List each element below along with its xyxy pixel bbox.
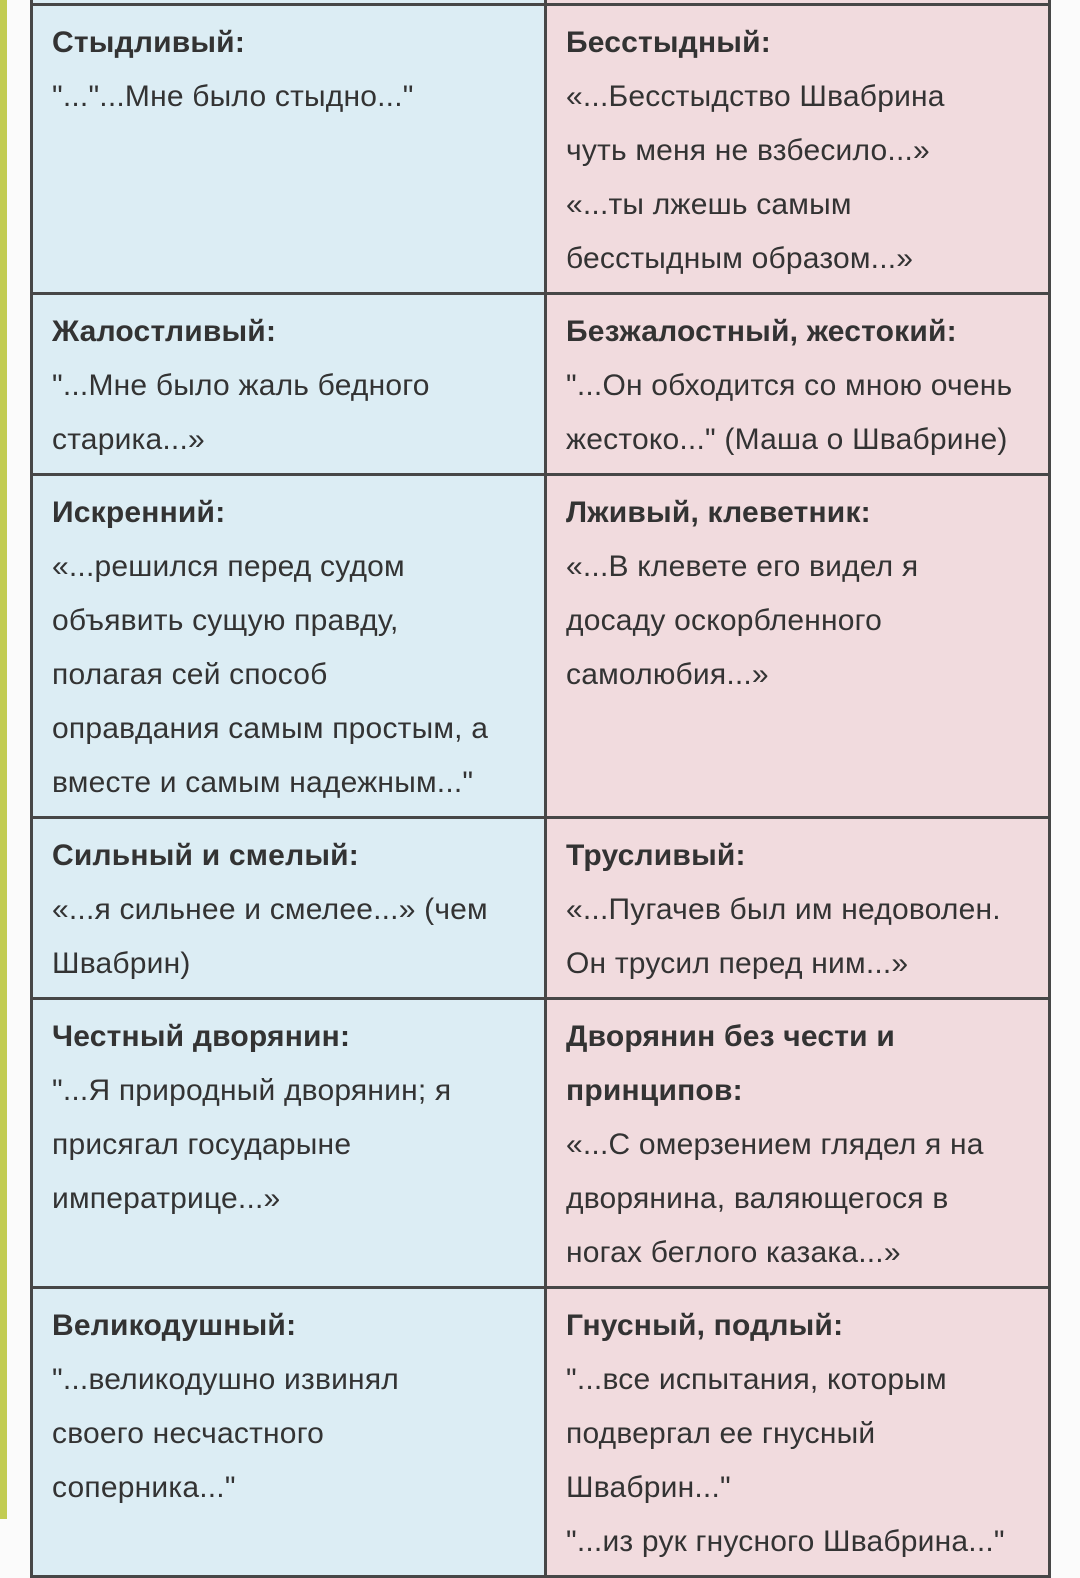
table-row [32, 294, 1050, 475]
table-cell-left [32, 818, 546, 999]
table-cell-right [546, 1288, 1050, 1577]
quote-line: полагая сей способ [52, 658, 328, 691]
comparison-table [30, 0, 1051, 1578]
quote-line: старика...» [52, 423, 205, 456]
quote-line: "...Мне было жаль бедного [52, 369, 430, 402]
trait-title: Дворянин без чести и [566, 1020, 895, 1053]
trait-title: Бесстыдный: [566, 26, 771, 59]
quote-line: вместе и самым надежным..." [52, 766, 474, 799]
quote-line: подвергал ее гнусный [566, 1417, 876, 1450]
quote-line: дворянина, валяющегося в [566, 1182, 949, 1215]
table-cell-left [32, 999, 546, 1288]
table-cell-right [546, 5, 1050, 294]
table-cell-right [546, 294, 1050, 475]
quote-line: «...Пугачев был им недоволен. [566, 893, 1001, 926]
left-accent-bar [0, 0, 7, 1519]
quote-line: "...все испытания, которым [566, 1363, 947, 1396]
quote-line: чуть меня не взбесило...» [566, 134, 930, 167]
quote-line: «...ты лжешь самым [566, 188, 852, 221]
table-cell-left [32, 475, 546, 818]
quote-line: «...Бесстыдство Швабрина [566, 80, 945, 113]
trait-title-continuation: принципов: [566, 1074, 743, 1107]
quote-line: досаду оскорбленного [566, 604, 883, 637]
trait-title: Лживый, клеветник: [566, 496, 871, 529]
trait-title: Жалостливый: [52, 315, 277, 348]
quote-line: Швабрин..." [566, 1471, 731, 1504]
quote-line: "..."...Мне было стыдно..." [52, 80, 414, 113]
table-row [32, 1288, 1050, 1577]
table-row [32, 818, 1050, 999]
quote-line: "...из рук гнусного Швабрина..." [566, 1525, 1005, 1558]
quote-line: «...В клевете его видел я [566, 550, 919, 583]
trait-title: Стыдливый: [52, 26, 246, 59]
table-cell-right [546, 475, 1050, 818]
table-cell-right [546, 999, 1050, 1288]
quote-line: "...великодушно извинял [52, 1363, 399, 1396]
trait-title: Искренний: [52, 496, 226, 529]
table-row [32, 999, 1050, 1288]
table-cell-right [546, 818, 1050, 999]
quote-line: оправдания самым простым, а [52, 712, 489, 745]
quote-line: «...я сильнее и смелее...» (чем [52, 893, 488, 926]
table-row [32, 5, 1050, 294]
quote-line: присягал государыне [52, 1128, 352, 1161]
table-cell-left [32, 5, 546, 294]
table-cell-left [32, 294, 546, 475]
table-cell-left [32, 1288, 546, 1577]
trait-title: Безжалостный, жестокий: [566, 315, 957, 348]
quote-line: "...Он обходится со мною очень [566, 369, 1013, 402]
quote-line: «...С омерзением глядел я на [566, 1128, 984, 1161]
trait-title: Сильный и смелый: [52, 839, 359, 872]
quote-line: Он трусил перед ним...» [566, 947, 909, 980]
quote-line: соперника..." [52, 1471, 236, 1504]
quote-line: "...Я природный дворянин; я [52, 1074, 452, 1107]
trait-title: Трусливый: [566, 839, 746, 872]
table-row [32, 475, 1050, 818]
trait-title: Гнусный, подлый: [566, 1309, 844, 1342]
quote-line: Швабрин) [52, 947, 191, 980]
quote-line: бесстыдным образом...» [566, 242, 914, 275]
trait-title: Великодушный: [52, 1309, 297, 1342]
quote-line: «...решился перед судом [52, 550, 405, 583]
quote-line: ногах беглого казака...» [566, 1236, 901, 1269]
quote-line: жестоко..." (Маша о Швабрине) [566, 423, 1008, 456]
quote-line: императрице...» [52, 1182, 281, 1215]
quote-line: самолюбия...» [566, 658, 769, 691]
quote-line: объявить сущую правду, [52, 604, 399, 637]
quote-line: своего несчастного [52, 1417, 325, 1450]
trait-title: Честный дворянин: [52, 1020, 351, 1053]
